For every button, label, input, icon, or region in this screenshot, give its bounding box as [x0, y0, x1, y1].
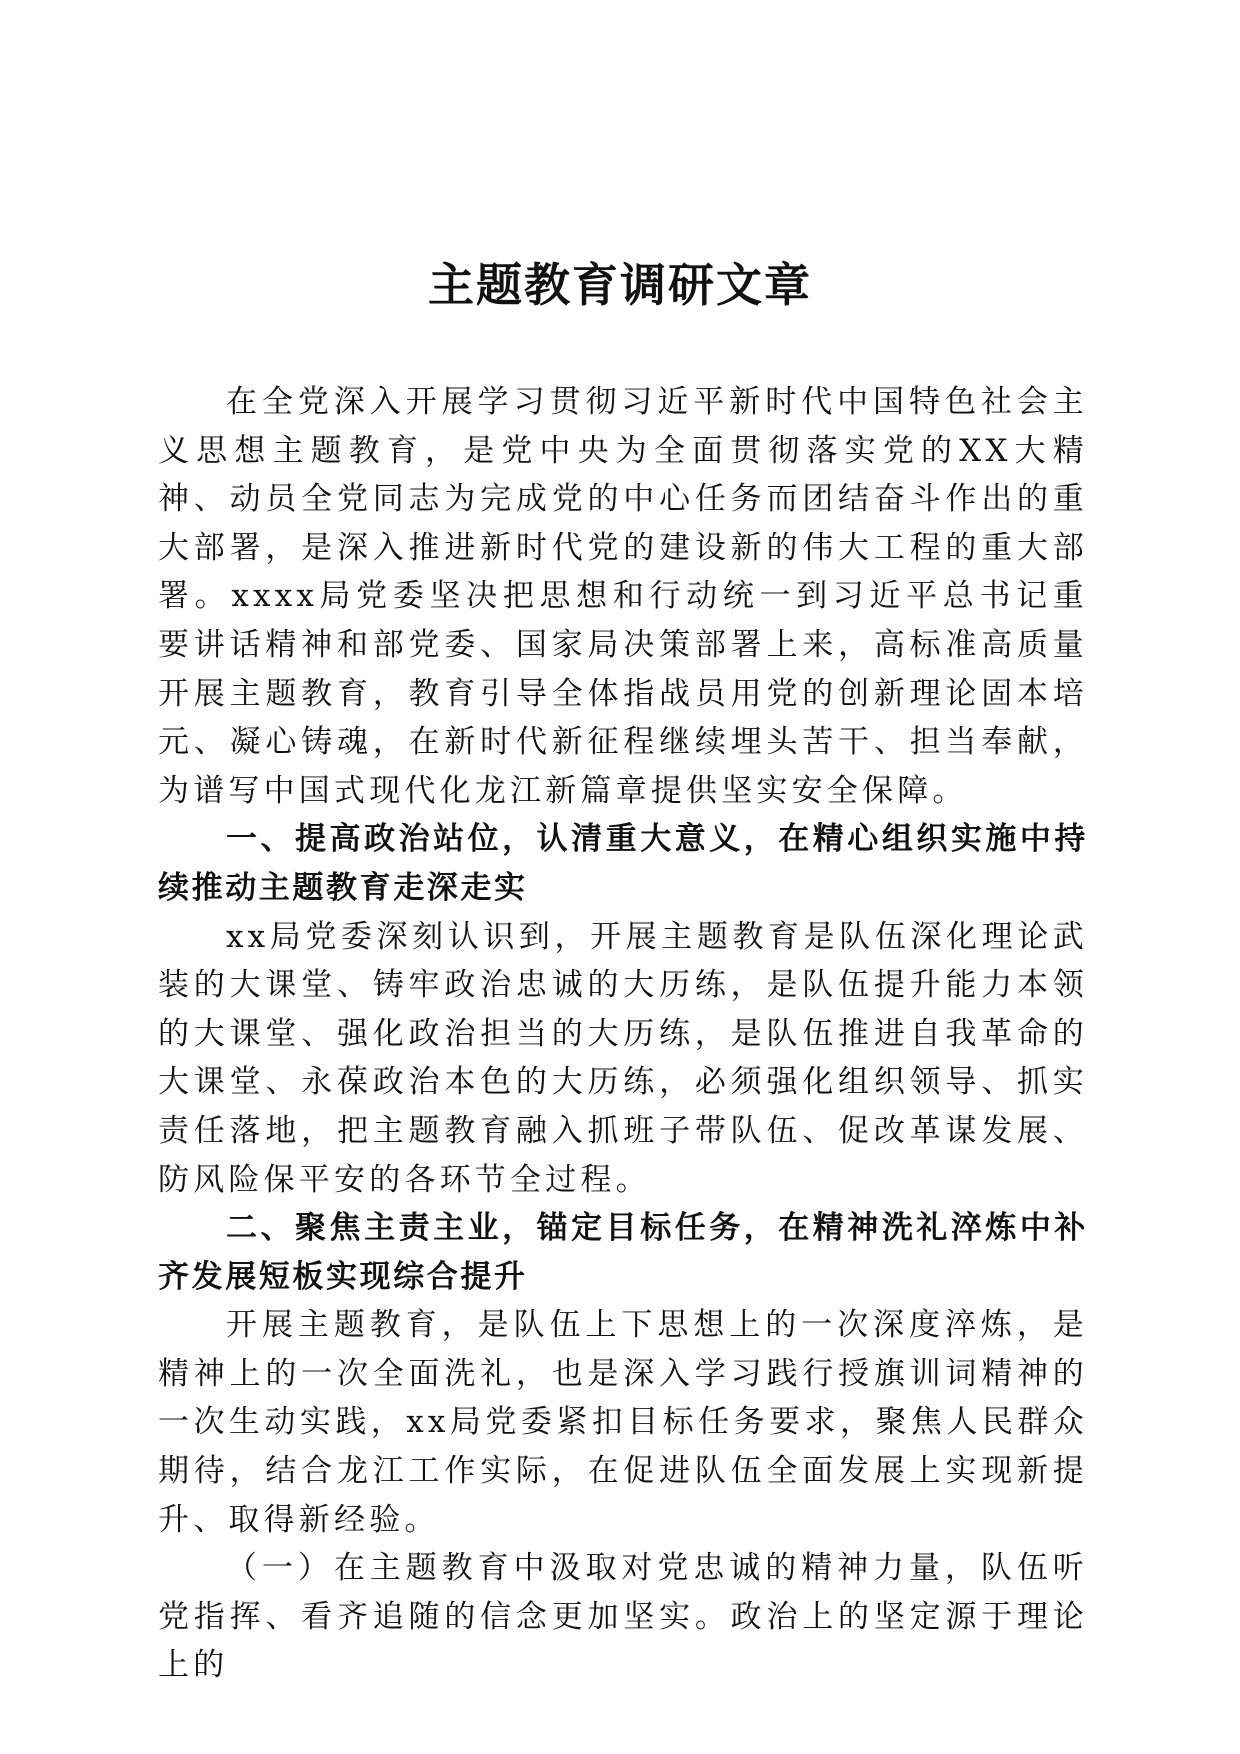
- document-body: [158, 378, 1088, 1690]
- subsection-1-paragraph: （一）在主题教育中汲取对党忠诚的精神力量，队伍听党指挥、看齐追随的信念更加坚实。政治上的坚定源于理论上的: [158, 1550, 1088, 1684]
- document-title: 主题教育调研文章: [428, 258, 812, 312]
- intro-paragraph: 在全党深入开展学习贯彻习近平新时代中国特色社会主义思想主题教育，是党中央为全面贯彻落实党的XX大精神、动员全党同志为完成党的中心任务而团结奋斗作出的重大部署，是深入推进新时代党的建设新的伟大工程的重大部署。xxxx局党委坚决把思想和行动统一到习近平总书记重要讲话精神和部党委、国家局决策部署上来，高标准高质量开展主题教育，教育引导全体指战员用党的创新理论固本培元、凝心铸魂，在新时代新征程继续埋头苦干、担当奉献，为谱写中国式现代化龙江新篇章提供坚实安全保障。: [158, 384, 1088, 809]
- section-heading-2: 二、聚焦主责主业，锚定目标任务，在精神洗礼淬炼中补齐发展短板实现综合提升: [158, 1210, 1088, 1295]
- section-2-paragraph: 开展主题教育，是队伍上下思想上的一次深度淬炼，是精神上的一次全面洗礼，也是深入学习践行授旗训词精神的一次生动实践，xx局党委紧扣目标任务要求，聚焦人民群众期待，结合龙江工作实际，在促进队伍全面发展上实现新提升、取得新经验。: [158, 1307, 1088, 1538]
- section-1-paragraph: xx局党委深刻认识到，开展主题教育是队伍深化理论武装的大课堂、铸牢政治忠诚的大历练，是队伍提升能力本领的大课堂、强化政治担当的大历练，是队伍推进自我革命的大课堂、永葆政治本色的大历练，必须强化组织领导、抓实责任落地，把主题教育融入抓班子带队伍、促改革谋发展、防风险保平安的各环节全过程。: [158, 918, 1088, 1198]
- section-heading-1: 一、提高政治站位，认清重大意义，在精心组织实施中持续推动主题教育走深走实: [158, 821, 1088, 906]
